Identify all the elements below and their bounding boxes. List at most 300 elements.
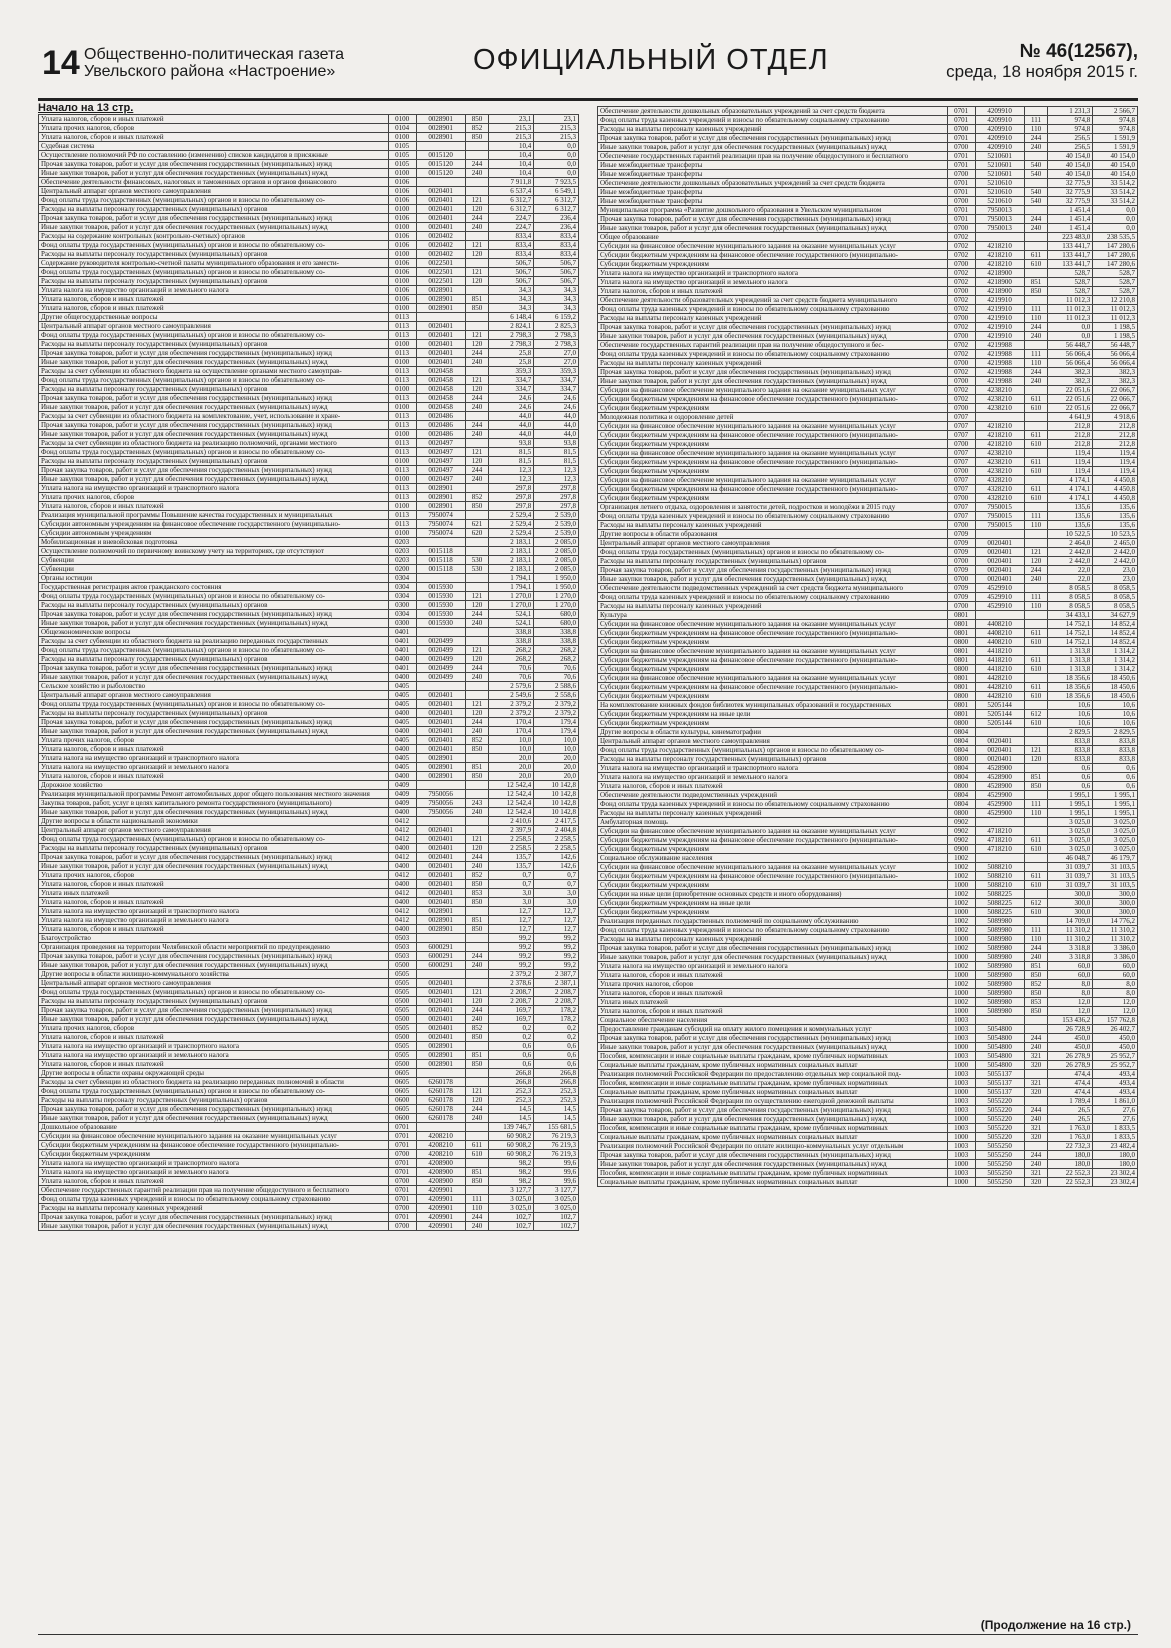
row-name-cell: Иные закупки товаров, работ и услуг для обеспечения государственных (муниципальных) нужд — [39, 403, 389, 412]
section-code-cell: 0400 — [388, 808, 416, 817]
amount-2016-cell: 338,8 — [489, 637, 534, 646]
section-code-cell: 0100 — [388, 475, 416, 484]
table-row — [39, 781, 579, 790]
section-code-cell: 0804 — [947, 791, 975, 800]
amount-2017-cell: 2 588,6 — [534, 682, 579, 691]
section-code-cell: 0700 — [388, 1150, 416, 1159]
section-code-cell: 0605 — [388, 1078, 416, 1087]
amount-2017-cell: 10 142,8 — [534, 790, 579, 799]
table-row — [598, 962, 1138, 971]
section-code-cell: 0800 — [947, 692, 975, 701]
amount-2017-cell: 2 208,7 — [534, 997, 579, 1006]
table-row — [598, 287, 1138, 296]
expense-type-cell: 612 — [1024, 899, 1048, 908]
row-name-cell: Иные закупки товаров, работ и услуг для обеспечения государственных (муниципальных) нужд — [39, 1015, 389, 1024]
table-row — [39, 1141, 579, 1150]
target-article-cell: 5055137 — [975, 1070, 1024, 1079]
expense-type-cell: 110 — [1024, 314, 1048, 323]
amount-2017-cell: 2 085,0 — [534, 556, 579, 565]
table-row — [39, 1195, 579, 1204]
amount-2017-cell: 142,6 — [534, 862, 579, 871]
amount-2017-cell: 99,6 — [534, 1177, 579, 1186]
section-code-cell: 0702 — [947, 386, 975, 395]
expense-type-cell: 851 — [465, 295, 489, 304]
target-article-cell: 0020401 — [416, 979, 465, 988]
section-code-cell: 0400 — [388, 862, 416, 871]
target-article-cell: 4218210 — [975, 440, 1024, 449]
target-article-cell: 4218900 — [975, 278, 1024, 287]
row-name-cell: Иные закупки товаров, работ и услуг для обеспечения государственных (муниципальных) нужд — [39, 673, 389, 682]
amount-2016-cell: 34,3 — [489, 295, 534, 304]
table-row — [598, 1043, 1138, 1052]
expense-type-cell: 121 — [465, 1087, 489, 1096]
row-name-cell: Иные закупки товаров, работ и услуг для обеспечения государственных (муниципальных) нужд — [39, 727, 389, 736]
expense-type-cell — [1024, 917, 1048, 926]
table-row — [39, 1033, 579, 1042]
row-name-cell: Субсидии бюджетным учреждениям на финансовое обеспечение государственного (муниципально- — [598, 431, 948, 440]
row-name-cell: Субсидии бюджетным учреждениям — [598, 404, 948, 413]
section-code-cell: 0707 — [947, 449, 975, 458]
amount-2017-cell: 10 142,8 — [534, 808, 579, 817]
row-name-cell: Иные закупки товаров, работ и услуг для обеспечения государственных (муниципальных) нужд — [598, 953, 948, 962]
amount-2017-cell: 506,7 — [534, 259, 579, 268]
target-article-cell: 0020401 — [416, 1024, 465, 1033]
expense-type-cell: 244 — [1024, 1034, 1048, 1043]
expense-type-cell — [1024, 530, 1048, 539]
section-code-cell: 0505 — [388, 979, 416, 988]
amount-2016-cell: 1 231,3 — [1048, 107, 1093, 116]
target-article-cell: 0020486 — [416, 421, 465, 430]
section-code-cell: 0412 — [388, 835, 416, 844]
amount-2016-cell: 8 058,5 — [1048, 593, 1093, 602]
amount-2016-cell: 22,0 — [1048, 566, 1093, 575]
expense-type-cell: 240 — [465, 169, 489, 178]
amount-2016-cell: 10,4 — [489, 160, 534, 169]
section-code-cell: 0113 — [388, 448, 416, 457]
row-name-cell: Уплата налогов, сборов и иных платежей — [39, 133, 389, 142]
amount-2016-cell: 300,0 — [1048, 899, 1093, 908]
amount-2016-cell: 98,2 — [489, 1168, 534, 1177]
amount-2016-cell: 0,6 — [1048, 782, 1093, 791]
target-article-cell: 6260178 — [416, 1114, 465, 1123]
expense-type-cell: 120 — [465, 205, 489, 214]
amount-2016-cell: 10,0 — [489, 745, 534, 754]
table-row — [39, 466, 579, 475]
expense-type-cell: 851 — [1024, 278, 1048, 287]
target-article-cell: 5205144 — [975, 719, 1024, 728]
target-article-cell — [416, 313, 465, 322]
table-row — [39, 529, 579, 538]
row-name-cell: Расходы на выплаты персоналу государственных (муниципальных) органов — [39, 601, 389, 610]
table-row — [39, 907, 579, 916]
amount-2017-cell: 22 066,7 — [1093, 386, 1138, 395]
amount-2017-cell: 2 465,0 — [1093, 539, 1138, 548]
expense-type-cell: 110 — [1024, 521, 1048, 530]
amount-2017-cell: 334,7 — [534, 385, 579, 394]
target-article-cell — [975, 611, 1024, 620]
expense-type-cell: 244 — [465, 610, 489, 619]
table-row — [39, 700, 579, 709]
target-article-cell: 7950074 — [416, 529, 465, 538]
section-code-cell: 0106 — [388, 286, 416, 295]
table-row — [39, 241, 579, 250]
table-row — [39, 1177, 579, 1186]
row-name-cell: Фонд оплаты труда государственных (муниципальных) органов и взносы по обязательному со- — [39, 448, 389, 457]
row-name-cell: Субсидии на финансовое обеспечение муниципального задания на оказание муниципальных услуг — [598, 422, 948, 431]
amount-2017-cell: 178,2 — [534, 1015, 579, 1024]
section-code-cell: 0405 — [388, 763, 416, 772]
amount-2017-cell: 1 861,0 — [1093, 1097, 1138, 1106]
target-article-cell: 4209901 — [416, 1213, 465, 1222]
row-name-cell: Общее образование — [598, 233, 948, 242]
expense-type-cell — [465, 754, 489, 763]
amount-2017-cell: 974,8 — [1093, 116, 1138, 125]
amount-2017-cell: 12,7 — [534, 925, 579, 934]
amount-2017-cell: 3 025,0 — [1093, 827, 1138, 836]
amount-2016-cell: 2 379,2 — [489, 709, 534, 718]
amount-2016-cell: 212,8 — [1048, 422, 1093, 431]
section-code-cell: 0709 — [947, 566, 975, 575]
section-code-cell: 1002 — [947, 944, 975, 953]
amount-2017-cell: 99,2 — [534, 943, 579, 952]
amount-2016-cell: 31 039,7 — [1048, 881, 1093, 890]
target-article-cell: 0015118 — [416, 556, 465, 565]
amount-2016-cell: 180,0 — [1048, 1151, 1093, 1160]
amount-2017-cell: 833,8 — [1093, 737, 1138, 746]
expense-type-cell — [1024, 233, 1048, 242]
amount-2016-cell: 14,5 — [489, 1105, 534, 1114]
section-code-cell: 0701 — [388, 1186, 416, 1195]
amount-2016-cell: 70,6 — [489, 664, 534, 673]
section-code-cell: 0707 — [947, 431, 975, 440]
row-name-cell: Уплата налога на имущество организаций и земельного налога — [39, 286, 389, 295]
target-article-cell — [416, 934, 465, 943]
table-row — [39, 1078, 579, 1087]
table-row — [39, 916, 579, 925]
amount-2017-cell: 157 762,8 — [1093, 1016, 1138, 1025]
row-name-cell: Уплата налога на имущество организаций и транспортного налога — [39, 907, 389, 916]
amount-2017-cell: 2 558,6 — [534, 691, 579, 700]
expense-type-cell: 850 — [465, 772, 489, 781]
amount-2016-cell: 99,2 — [489, 943, 534, 952]
table-row — [598, 170, 1138, 179]
row-name-cell: Субвенции — [39, 556, 389, 565]
target-article-cell: 4218900 — [975, 269, 1024, 278]
expense-type-cell: 851 — [1024, 962, 1048, 971]
amount-2016-cell: 1 270,0 — [489, 592, 534, 601]
amount-2016-cell: 8,0 — [1048, 980, 1093, 989]
target-article-cell: 5054800 — [975, 1034, 1024, 1043]
amount-2017-cell: 99,2 — [534, 934, 579, 943]
section-code-cell: 0400 — [388, 844, 416, 853]
section-code-cell: 0304 — [388, 583, 416, 592]
table-row — [39, 691, 579, 700]
amount-2017-cell: 31 103,5 — [1093, 881, 1138, 890]
row-name-cell: Предоставление гражданам субсидий на оплату жилого помещения и коммунальных услуг — [598, 1025, 948, 1034]
row-name-cell: Иные закупки товаров, работ и услуг для обеспечения государственных (муниципальных) нужд — [598, 575, 948, 584]
amount-2017-cell: 147 280,6 — [1093, 260, 1138, 269]
target-article-cell: 0020401 — [416, 205, 465, 214]
section-code-cell: 0100 — [388, 223, 416, 232]
section-code-cell: 0400 — [388, 727, 416, 736]
amount-2017-cell: 833,4 — [534, 232, 579, 241]
row-name-cell: Уплата налогов, сборов и иных платежей — [39, 1060, 389, 1069]
expense-type-cell: 320 — [1024, 1178, 1048, 1187]
row-name-cell: Прочая закупка товаров, работ и услуг для обеспечения государственных (муниципальных) нужд — [598, 1106, 948, 1115]
table-row — [39, 1051, 579, 1060]
target-article-cell — [416, 1123, 465, 1132]
section-code-cell: 0113 — [388, 322, 416, 331]
amount-2016-cell: 1 763,0 — [1048, 1133, 1093, 1142]
expense-type-cell: 852 — [465, 124, 489, 133]
row-name-cell: Уплата налогов, сборов и иных платежей — [39, 115, 389, 124]
expense-type-cell: 244 — [465, 853, 489, 862]
table-row — [39, 421, 579, 430]
amount-2017-cell: 2 085,0 — [534, 565, 579, 574]
amount-2017-cell: 0,6 — [1093, 773, 1138, 782]
amount-2017-cell: 2 539,0 — [534, 529, 579, 538]
target-article-cell — [975, 854, 1024, 863]
table-row — [39, 1042, 579, 1051]
expense-type-cell: 240 — [465, 223, 489, 232]
amount-2017-cell: 10,0 — [534, 736, 579, 745]
amount-2016-cell: 135,6 — [1048, 521, 1093, 530]
row-name-cell: Обеспечение деятельности подведомственных учреждений — [598, 791, 948, 800]
expense-type-cell: 612 — [1024, 710, 1048, 719]
target-article-cell: 7950056 — [416, 790, 465, 799]
expense-type-cell: 121 — [1024, 746, 1048, 755]
row-name-cell: Расходы на выплаты персоналу государственных (муниципальных) органов — [39, 340, 389, 349]
target-article-cell: 0015118 — [416, 547, 465, 556]
row-name-cell: Обеспечение государственных гарантий реализации прав на получение общедоступного и бесплатного — [598, 152, 948, 161]
amount-2017-cell: 10,0 — [534, 745, 579, 754]
section-code-cell: 0400 — [388, 655, 416, 664]
target-article-cell: 4408210 — [975, 620, 1024, 629]
expense-type-cell: 121 — [465, 835, 489, 844]
table-row — [598, 638, 1138, 647]
target-article-cell: 0020402 — [416, 232, 465, 241]
row-name-cell: Фонд оплаты труда казенных учреждений и взносы по обязательному социальному страхованию — [598, 305, 948, 314]
target-article-cell: 0020401 — [975, 755, 1024, 764]
section-code-cell: 1000 — [947, 971, 975, 980]
table-row — [39, 214, 579, 223]
section-code-cell: 0701 — [947, 116, 975, 125]
row-name-cell: Субсидии бюджетным учреждениям — [598, 440, 948, 449]
target-article-cell: 0022501 — [416, 259, 465, 268]
section-code-cell: 0709 — [947, 530, 975, 539]
section-code-cell: 0100 — [388, 277, 416, 286]
amount-2017-cell: 0,7 — [534, 880, 579, 889]
target-article-cell: 4219988 — [975, 341, 1024, 350]
target-article-cell: 0020401 — [416, 340, 465, 349]
expense-type-cell: 244 — [465, 394, 489, 403]
target-article-cell: 4529900 — [975, 800, 1024, 809]
target-article-cell: 5089980 — [975, 980, 1024, 989]
table-row — [39, 925, 579, 934]
section-code-cell: 0702 — [947, 350, 975, 359]
row-name-cell: Фонд оплаты труда казенных учреждений и взносы по обязательному социальному страхованию — [598, 116, 948, 125]
table-row — [39, 970, 579, 979]
section-code-cell: 0701 — [388, 1159, 416, 1168]
expense-type-cell: 321 — [1024, 1169, 1048, 1178]
amount-2017-cell: 8 058,5 — [1093, 593, 1138, 602]
expense-type-cell: 611 — [1024, 251, 1048, 260]
expense-type-cell: 850 — [465, 1060, 489, 1069]
row-name-cell: Уплата налогов, сборов и иных платежей — [39, 295, 389, 304]
amount-2017-cell: 70,6 — [534, 664, 579, 673]
row-name-cell: Субсидии бюджетным учреждениям — [598, 467, 948, 476]
target-article-cell: 5055220 — [975, 1124, 1024, 1133]
table-row — [39, 799, 579, 808]
amount-2016-cell: 22 732,3 — [1048, 1142, 1093, 1151]
amount-2017-cell: 34,3 — [534, 295, 579, 304]
table-row — [39, 844, 579, 853]
expense-type-cell — [465, 151, 489, 160]
section-code-cell: 1002 — [947, 863, 975, 872]
amount-2016-cell: 2 529,4 — [489, 529, 534, 538]
table-row — [598, 1070, 1138, 1079]
section-code-cell: 0405 — [388, 691, 416, 700]
table-row — [598, 413, 1138, 422]
amount-2017-cell: 22 066,7 — [1093, 404, 1138, 413]
section-code-cell: 0412 — [388, 871, 416, 880]
target-article-cell: 4428210 — [975, 692, 1024, 701]
target-article-cell: 0020401 — [416, 349, 465, 358]
section-code-cell: 0701 — [947, 134, 975, 143]
section-code-cell: 0700 — [947, 494, 975, 503]
table-row — [39, 1168, 579, 1177]
row-name-cell: Фонд оплаты труда государственных (муниципальных) органов и взносы по обязательному со- — [39, 331, 389, 340]
amount-2016-cell: 12 542,4 — [489, 781, 534, 790]
section-code-cell: 0106 — [388, 295, 416, 304]
expense-type-cell: 240 — [1024, 143, 1048, 152]
section-code-cell: 0801 — [947, 647, 975, 656]
target-article-cell: 0015120 — [416, 169, 465, 178]
target-article-cell: 0020458 — [416, 385, 465, 394]
amount-2017-cell: 833,4 — [534, 241, 579, 250]
table-row — [598, 890, 1138, 899]
row-name-cell: Уплата прочих налогов, сборов — [39, 1024, 389, 1033]
target-article-cell: 0028901 — [416, 1060, 465, 1069]
amount-2016-cell: 60,0 — [1048, 971, 1093, 980]
target-article-cell — [975, 413, 1024, 422]
table-row — [598, 683, 1138, 692]
section-code-cell: 1003 — [947, 1106, 975, 1115]
amount-2017-cell: 2 379,2 — [534, 709, 579, 718]
amount-2017-cell: 450,0 — [1093, 1043, 1138, 1052]
section-code-cell: 0505 — [388, 988, 416, 997]
section-code-cell: 0105 — [388, 160, 416, 169]
table-row — [39, 313, 579, 322]
amount-2017-cell: 2 387,1 — [534, 979, 579, 988]
table-row — [598, 269, 1138, 278]
amount-2016-cell: 169,7 — [489, 1015, 534, 1024]
target-article-cell: 4238210 — [975, 404, 1024, 413]
table-row — [598, 440, 1138, 449]
amount-2016-cell: 334,7 — [489, 376, 534, 385]
expense-type-cell — [465, 637, 489, 646]
row-name-cell: Амбулаторная помощь — [598, 818, 948, 827]
row-name-cell: Расходы на выплаты персоналу государственных (муниципальных) органов — [39, 997, 389, 1006]
expense-type-cell: 120 — [465, 250, 489, 259]
table-row — [598, 746, 1138, 755]
section-code-cell: 0700 — [947, 404, 975, 413]
table-row — [598, 737, 1138, 746]
expense-type-cell — [465, 313, 489, 322]
target-article-cell: 0020401 — [416, 835, 465, 844]
publication-name — [84, 46, 344, 80]
table-row — [39, 1123, 579, 1132]
section-code-cell: 0600 — [388, 1114, 416, 1123]
amount-2016-cell: 2 549,6 — [489, 691, 534, 700]
amount-2017-cell: 40 154,0 — [1093, 170, 1138, 179]
amount-2016-cell: 25,8 — [489, 349, 534, 358]
expense-type-cell: 240 — [465, 862, 489, 871]
expense-type-cell: 244 — [465, 952, 489, 961]
section-code-cell: 0304 — [388, 610, 416, 619]
amount-2016-cell: 2 829,5 — [1048, 728, 1093, 737]
table-row — [598, 728, 1138, 737]
row-name-cell: Социальные выплаты гражданам, кроме публичных нормативных социальных выплат — [598, 1061, 948, 1070]
table-row — [39, 1150, 579, 1159]
amount-2017-cell: 142,6 — [534, 853, 579, 862]
table-row — [598, 359, 1138, 368]
amount-2016-cell: 2 183,1 — [489, 565, 534, 574]
row-name-cell: Прочая закупка товаров, работ и услуг для обеспечения государственных (муниципальных) нужд — [39, 349, 389, 358]
amount-2017-cell: 25 952,7 — [1093, 1052, 1138, 1061]
section-code-cell: 0100 — [388, 115, 416, 124]
expense-type-cell — [1024, 764, 1048, 773]
table-row — [39, 142, 579, 151]
expense-type-cell: 110 — [1024, 809, 1048, 818]
row-name-cell: Прочая закупка товаров, работ и услуг для обеспечения государственных (муниципальных) нужд — [39, 421, 389, 430]
target-article-cell: 5089980 — [975, 971, 1024, 980]
table-row — [598, 332, 1138, 341]
amount-2016-cell: 1 763,0 — [1048, 1124, 1093, 1133]
amount-2017-cell: 18 450,6 — [1093, 674, 1138, 683]
section-code-cell: 0400 — [388, 925, 416, 934]
section-code-cell: 0700 — [947, 602, 975, 611]
amount-2017-cell: 147 280,6 — [1093, 251, 1138, 260]
expense-type-cell: 240 — [1024, 575, 1048, 584]
amount-2016-cell: 1 451,4 — [1048, 224, 1093, 233]
target-article-cell: 0020401 — [975, 566, 1024, 575]
amount-2017-cell: 23,0 — [1093, 575, 1138, 584]
publication-line-1: Общественно-политическая газета — [84, 46, 345, 63]
expense-type-cell: 851 — [465, 1168, 489, 1177]
amount-2016-cell: 2 379,2 — [489, 700, 534, 709]
masthead — [38, 40, 1138, 96]
table-row — [39, 997, 579, 1006]
amount-2017-cell: 4 450,8 — [1093, 485, 1138, 494]
target-article-cell: 0020401 — [416, 988, 465, 997]
section-code-cell: 0701 — [388, 1213, 416, 1222]
amount-2016-cell: 474,4 — [1048, 1079, 1093, 1088]
row-name-cell: Иные закупки товаров, работ и услуг для обеспечения государственных (муниципальных) нужд — [39, 1222, 389, 1231]
target-article-cell: 4418210 — [975, 656, 1024, 665]
expense-type-cell — [465, 1078, 489, 1087]
amount-2016-cell: 382,3 — [1048, 368, 1093, 377]
section-code-cell: 0500 — [388, 961, 416, 970]
amount-2016-cell: 6 148,4 — [489, 313, 534, 322]
amount-2017-cell: 12,0 — [1093, 1007, 1138, 1016]
amount-2017-cell: 268,2 — [534, 646, 579, 655]
row-name-cell: Уплата налога на имущество организаций и земельного налога — [39, 763, 389, 772]
amount-2017-cell: 3 386,0 — [1093, 953, 1138, 962]
amount-2016-cell: 139 746,7 — [489, 1123, 534, 1132]
target-article-cell: 0020401 — [416, 223, 465, 232]
amount-2017-cell: 56 066,4 — [1093, 350, 1138, 359]
